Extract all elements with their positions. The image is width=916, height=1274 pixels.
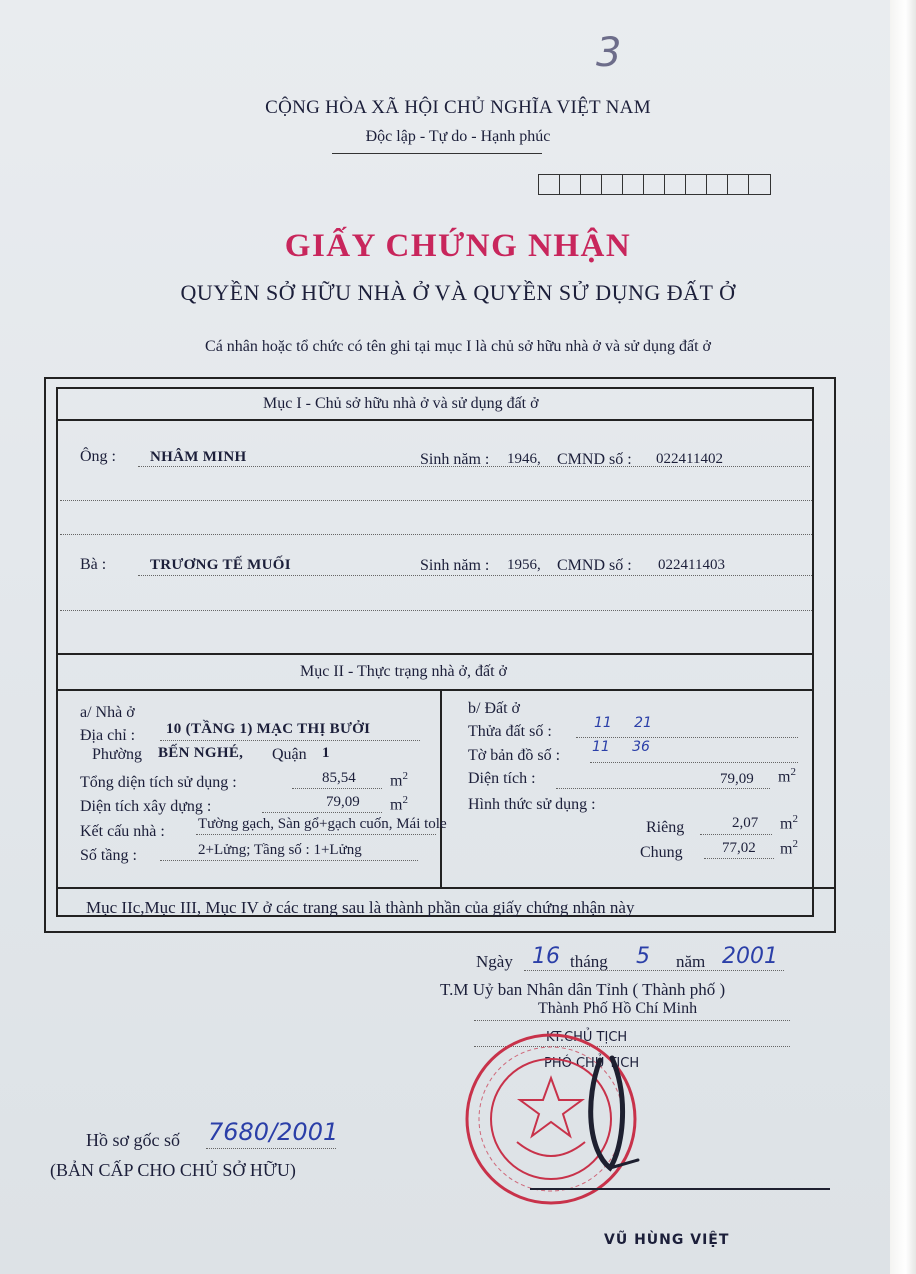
paper-edge	[890, 0, 916, 1274]
land-area-value: 79,09	[720, 771, 754, 787]
district-value: 1	[322, 745, 330, 761]
ward-value: BẾN NGHÉ,	[158, 745, 244, 761]
shared-unit: $m^2$	[780, 838, 798, 858]
owner2-id: 022411403	[658, 557, 725, 573]
structure-label: Kết cấu nhà :	[80, 823, 165, 840]
copy-note: (BẢN CẤP CHO CHỦ SỞ HỮU)	[50, 1160, 296, 1180]
record-label: Hồ sơ gốc số	[86, 1130, 181, 1150]
shared-value: 77,02	[722, 840, 756, 856]
date-month: 5	[636, 944, 650, 969]
district-label: Quận	[272, 746, 307, 763]
owner2-name: TRƯƠNG TẾ MUỐI	[150, 557, 291, 573]
role-line2: PHÓ CHỦ TỊCH	[544, 1056, 640, 1071]
build-area-value: 79,09	[326, 794, 360, 810]
shared-label: Chung	[640, 844, 683, 861]
date-day: 16	[532, 944, 560, 969]
owner2-id-label: CMND số :	[557, 557, 632, 574]
date-year: 2001	[722, 944, 778, 969]
footer-note: Mục IIc,Mục III, Mục IV ở các trang sau là thành phần của giấy chứng nhận này	[86, 898, 635, 917]
total-area-label: Tổng diện tích sử dụng :	[80, 774, 237, 791]
build-area-unit: $m^2$	[390, 794, 408, 814]
signer-name: VŨ HÙNG VIỆT	[604, 1232, 730, 1248]
floors-value: 2+Lửng; Tầng số : 1+Lửng	[198, 842, 362, 858]
land-area-unit: $m^2$	[778, 766, 796, 786]
total-area-value: 85,54	[322, 770, 356, 786]
address-value: 10 (TẦNG 1) MẠC THỊ BƯỞI	[166, 721, 371, 737]
owner1-label: Ông :	[80, 448, 116, 465]
plot-label: Thửa đất số :	[468, 723, 552, 740]
serial-number-boxes	[538, 174, 771, 195]
pen-mark: 3	[596, 30, 622, 76]
owner1-id-label: CMND số :	[557, 451, 632, 468]
plot-value: 11 21	[594, 715, 652, 731]
motto: Độc lập - Tự do - Hạnh phúc	[365, 128, 551, 145]
authority-line2: Thành Phố Hồ Chí Minh	[538, 1000, 698, 1017]
map-label: Tờ bản đồ số :	[468, 747, 561, 764]
land-title: b/ Đất ở	[468, 700, 521, 717]
owner1-birth-label: Sinh năm :	[420, 451, 490, 468]
total-area-unit: $m^2$	[390, 770, 408, 790]
document-subtitle: QUYỀN SỞ HỮU NHÀ Ở VÀ QUYỀN SỬ DỤNG ĐẤT Ở	[180, 280, 736, 305]
date-day-label: Ngày	[476, 952, 513, 971]
floors-label: Số tầng :	[80, 847, 137, 864]
house-title: a/ Nhà ở	[80, 704, 135, 721]
owner1-id: 022411402	[656, 451, 723, 467]
role-line1: KT.CHỦ TỊCH	[546, 1030, 628, 1045]
private-label: Riêng	[646, 819, 685, 836]
owner2-birth-label: Sinh năm :	[420, 557, 490, 574]
build-area-label: Diện tích xây dựng :	[80, 798, 212, 815]
address-label: Địa chỉ :	[80, 727, 136, 744]
record-number: 7680/2001	[208, 1118, 339, 1146]
nation-header: CỘNG HÒA XÃ HỘI CHỦ NGHĨA VIỆT NAM	[265, 97, 651, 118]
date-year-label: năm	[676, 952, 706, 971]
ward-label: Phường	[92, 746, 143, 763]
date-month-label: tháng	[570, 952, 608, 971]
section1-heading: Mục I - Chủ sở hữu nhà ở và sử dụng đất ở	[263, 395, 539, 412]
document-title: GIẤY CHỨNG NHẬN	[284, 228, 632, 264]
owner2-label: Bà :	[80, 556, 107, 573]
motto-underline	[332, 153, 542, 154]
owner2-birth: 1956,	[507, 557, 541, 573]
intro-text: Cá nhân hoặc tổ chức có tên ghi tại mục I là chủ sở hữu nhà ở và sử dụng đất ở	[205, 338, 711, 355]
owner1-name: NHÂM MINH	[150, 449, 247, 465]
owner1-birth: 1946,	[507, 451, 541, 467]
usage-label: Hình thức sử dụng :	[468, 796, 596, 813]
section2-heading: Mục II - Thực trạng nhà ở, đất ở	[300, 663, 508, 680]
private-unit: $m^2$	[780, 813, 798, 833]
land-area-label: Diện tích :	[468, 770, 536, 787]
signature-line	[530, 1188, 830, 1190]
private-value: 2,07	[732, 815, 759, 831]
signature-icon	[560, 1040, 680, 1180]
map-value: 11 36	[592, 739, 650, 755]
structure-value: Tường gạch, Sàn gổ+gạch cuốn, Mái tole	[198, 816, 447, 832]
authority-line1: T.M Uỷ ban Nhân dân Tỉnh ( Thành phố )	[440, 980, 726, 999]
